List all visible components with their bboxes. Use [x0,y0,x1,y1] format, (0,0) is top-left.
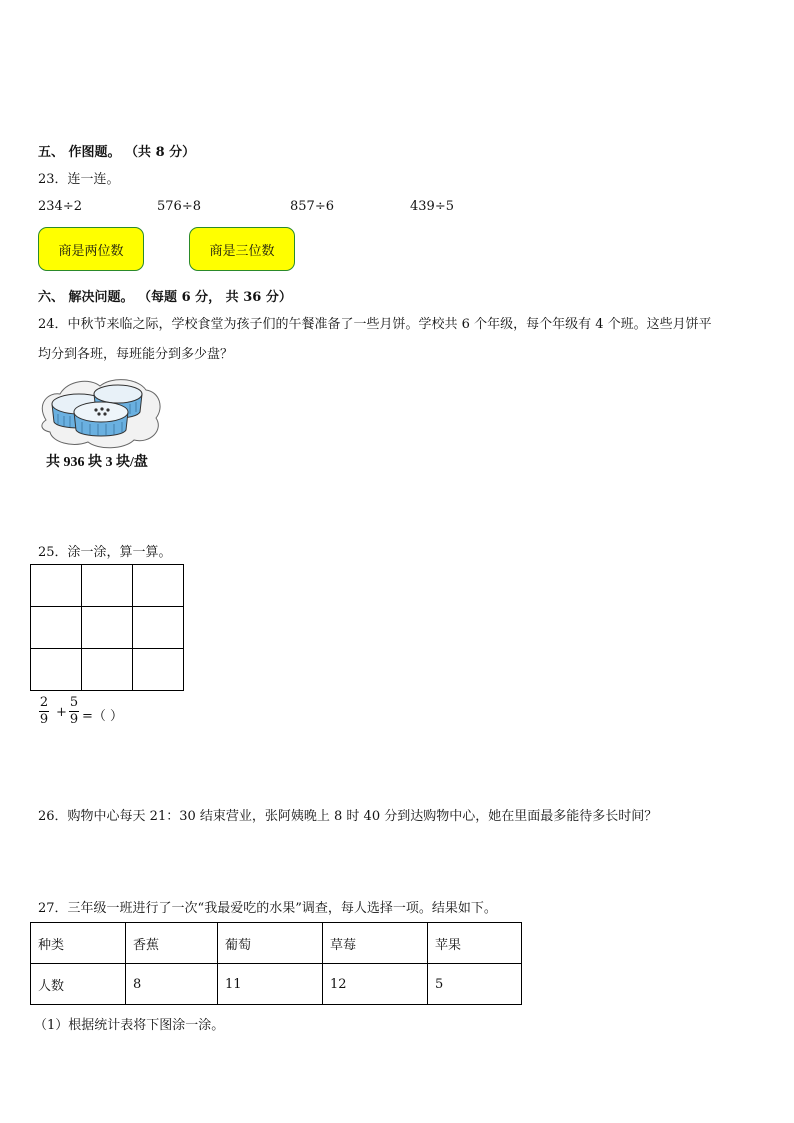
expression-3: 857÷6 [290,199,334,214]
grid-cell[interactable] [31,649,82,691]
expression-2: 576÷8 [157,199,201,214]
q25-title: 25．涂一涂，算一算。 [38,545,172,560]
callout-two-digit-quotient [38,227,144,271]
header-cell: 苹果 [428,923,522,964]
grid-cell[interactable] [31,565,82,607]
section5-heading: 五、 作图题。 （共 8 分） [38,145,196,160]
expression-4: 439÷5 [410,199,454,214]
grid-cell[interactable] [133,565,184,607]
grid-cell[interactable] [133,607,184,649]
numerator: 5 [69,695,79,710]
callout-label: 商是三位数 [209,243,275,259]
header-cell: 草莓 [323,923,428,964]
denominator: 9 [69,712,79,727]
numerator: 2 [39,695,49,710]
value-cell: 11 [218,964,323,1005]
callout-three-digit-quotient [189,227,295,271]
mooncake-plate-illustration [38,374,164,450]
callout-label: 商是两位数 [58,243,124,259]
grid-cell[interactable] [82,565,133,607]
q24-line1: 24．中秋节来临之际，学校食堂为孩子们的午餐准备了一些月饼。学校共 6 个年级，每个年级有 4 个班。这些月饼平 [38,317,712,332]
denominator: 9 [39,712,49,727]
plus-sign: + [56,705,67,720]
q23-title: 23．连一连。 [38,172,120,187]
table-row [31,964,522,1005]
header-cell: 葡萄 [218,923,323,964]
value-cell: 8 [126,964,218,1005]
fraction-5-9 [69,696,79,727]
q27-text: 27．三年级一班进行了一次“我最爱吃的水果”调查，每人选择一项。结果如下。 [38,901,497,916]
table-header-row [31,923,522,964]
row-label-cell: 人数 [31,964,126,1005]
grid-cell[interactable] [82,607,133,649]
grid-cell[interactable] [82,649,133,691]
header-cell: 种类 [31,923,126,964]
q27-sub1: （1）根据统计表将下图涂一涂。 [34,1018,225,1033]
q24-caption: 共 936 块 3 块/盘 [46,455,148,470]
q26-text: 26．购物中心每天 21：30 结束营业，张阿姨晚上 8 时 40 分到达购物中心，她在里面最多能待多长时间？ [38,809,658,824]
fraction-2-9 [39,696,49,727]
answer-blank[interactable]: =（ ） [82,709,124,724]
grid-cell[interactable] [133,649,184,691]
section6-heading: 六、 解决问题。 （每题 6 分， 共 36 分） [38,290,292,305]
value-cell: 5 [428,964,522,1005]
expression-1: 234÷2 [38,199,82,214]
q24-line2: 均分到各班，每班能分到多少盘？ [38,347,234,362]
value-cell: 12 [323,964,428,1005]
grid-cell[interactable] [31,607,82,649]
coloring-grid[interactable] [30,564,184,691]
fruit-survey-table [30,922,522,1005]
header-cell: 香蕉 [126,923,218,964]
